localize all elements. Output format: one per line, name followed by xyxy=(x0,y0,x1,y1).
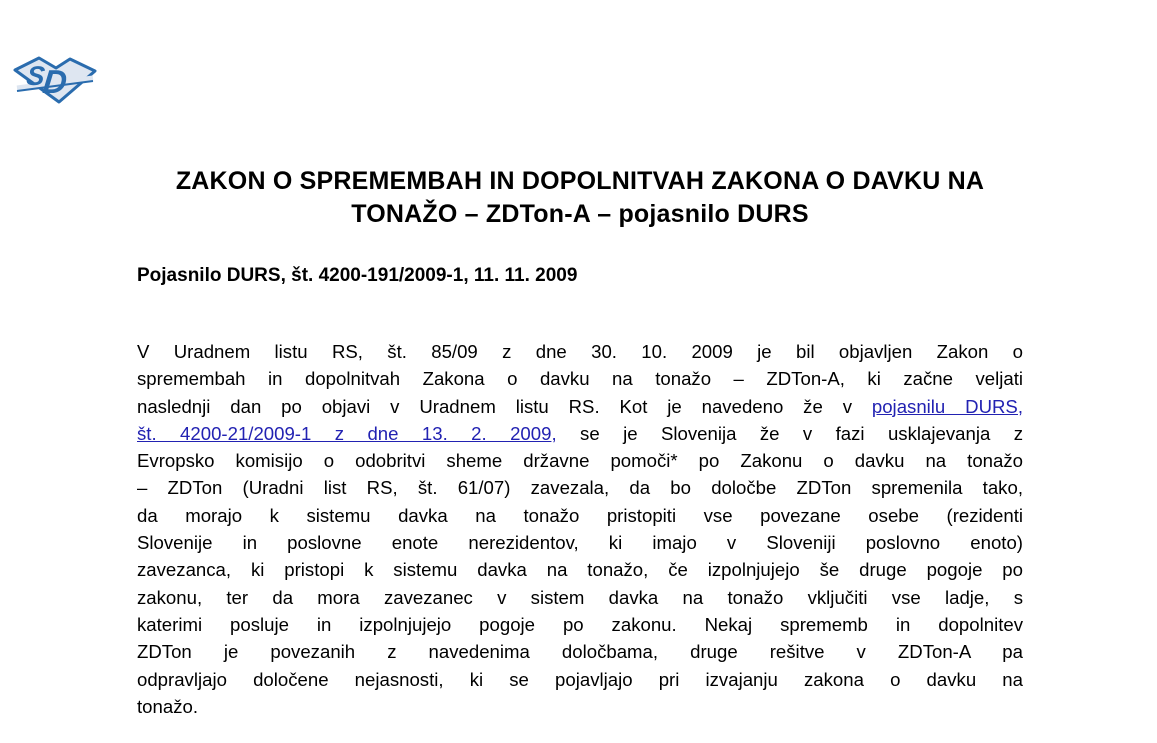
body-text-segment: Evropsko komisijo o odobritvi sheme državne pomoči* po Zakonu o davku na tonažo xyxy=(137,450,1023,472)
body-line xyxy=(137,611,1023,638)
body-text-segment: ZDTon je povezanih z navedenima določbama, druge rešitve v ZDTon-A pa xyxy=(137,641,1023,663)
body-line xyxy=(137,529,1023,556)
durs-pojasnilo-link-comma: , xyxy=(551,422,557,444)
body-line xyxy=(137,420,1023,447)
body-line xyxy=(137,638,1023,665)
svg-text:D: D xyxy=(41,64,69,101)
body-line xyxy=(137,393,1023,420)
body-text-segment: zavezanca, ki pristopi k sistemu davka na tonažo, če izpolnjujejo še druge pogoje po xyxy=(137,559,1023,581)
body-text-segment: se je Slovenija že v fazi usklajevanja z xyxy=(556,422,1023,444)
body-text-segment: katerimi posluje in izpolnjujejo pogoje po zakonu. Nekaj sprememb in dopolnitev xyxy=(137,613,1023,635)
body-text-segment: zakonu, ter da mora zavezanec v sistem davka na tonažo vključiti vse ladje, s xyxy=(137,586,1023,608)
body-line xyxy=(137,447,1023,474)
body-text-segment: da morajo k sistemu davka na tonažo pristopiti vse povezane osebe (rezidenti xyxy=(137,504,1023,526)
body-line xyxy=(137,693,1023,720)
body-line xyxy=(137,338,1023,365)
body-text-segment: spremembah in dopolnitvah Zakona o davku na tonažo – ZDTon-A, ki začne veljati xyxy=(137,368,1023,390)
sd-logo xyxy=(13,54,97,104)
body-text-segment: naslednji dan po objavi v Uradnem listu RS. Kot je navedeno že v xyxy=(137,395,872,417)
document-title xyxy=(137,165,1023,231)
body-line xyxy=(137,365,1023,392)
body-text-segment: tonažo. xyxy=(137,695,198,717)
durs-pojasnilo-link[interactable]: št. 4200-21/2009-1 z dne 13. 2. 2009 xyxy=(137,422,552,444)
body-line xyxy=(137,556,1023,583)
body-line xyxy=(137,502,1023,529)
body-line xyxy=(137,584,1023,611)
body-line xyxy=(137,666,1023,693)
document-subtitle: Pojasnilo DURS, št. 4200-191/2009-1, 11. 11. 2009 xyxy=(137,265,578,286)
body-paragraph xyxy=(137,338,1023,720)
document-title-line: TONAŽO – ZDTon-A – pojasnilo DURS xyxy=(351,200,809,228)
durs-pojasnilo-link[interactable]: pojasnilu DURS, xyxy=(871,395,1023,417)
svg-text:S: S xyxy=(25,60,47,91)
body-text-segment: – ZDTon (Uradni list RS, št. 61/07) zavezala, da bo določbe ZDTon spremenila tako, xyxy=(137,477,1023,499)
body-text-segment: Slovenije in poslovne enote nerezidentov, ki imajo v Sloveniji poslovno enoto) xyxy=(137,532,1023,554)
sd-logo-icon xyxy=(13,54,97,104)
body-line xyxy=(137,474,1023,501)
body-text-segment: odpravljajo določene nejasnosti, ki se pojavljajo pri izvajanju zakona o davku na xyxy=(137,668,1023,690)
body-text-segment: V Uradnem listu RS, št. 85/09 z dne 30. 10. 2009 je bil objavljen Zakon o xyxy=(137,341,1023,362)
document-title-line: ZAKON O SPREMEMBAH IN DOPOLNITVAH ZAKONA O DAVKU NA xyxy=(175,167,985,195)
